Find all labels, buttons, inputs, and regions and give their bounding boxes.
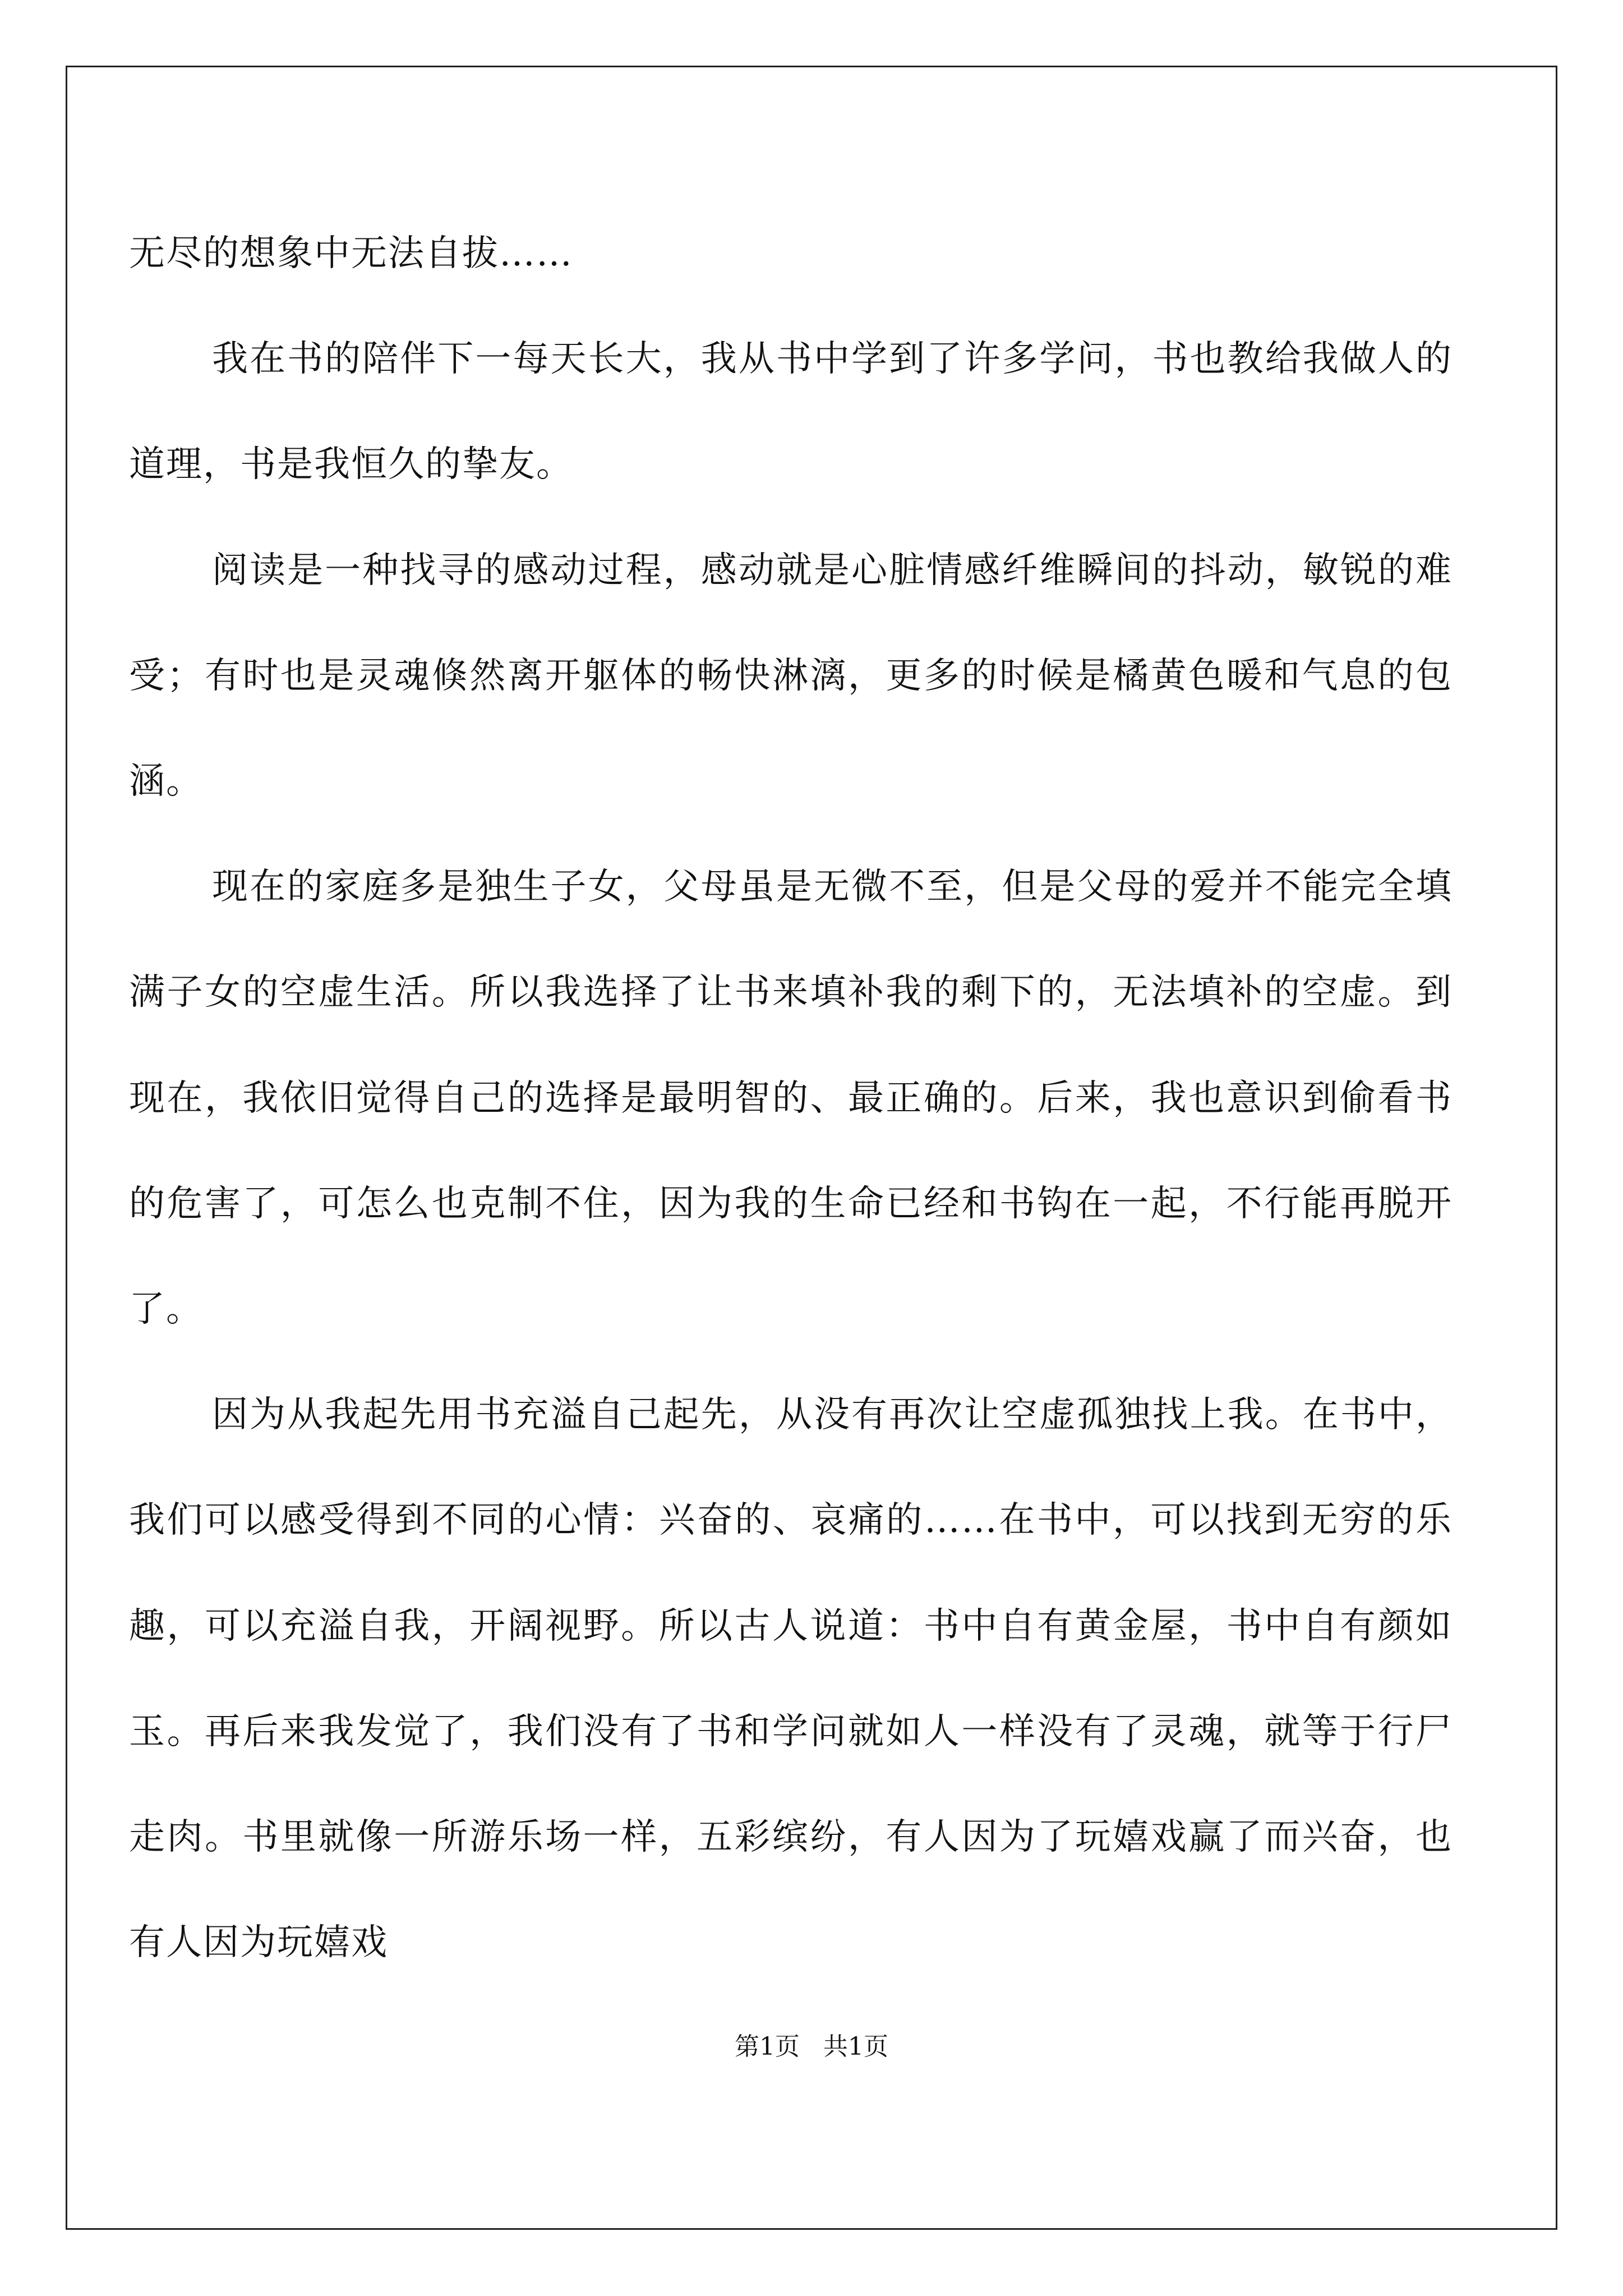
- paragraph-5: 因为从我起先用书充溢自己起先，从没有再次让空虚孤独找上我。在书中，我们可以感受得到不同的心情：兴奋的、哀痛的……在书中，可以找到无穷的乐趣，可以充溢自我，开阔视野。所以古人说道：书中自有黄金屋，书中自有颜如玉。再后来我发觉了，我们没有了书和学问就如人一样没有了灵魂，就等于行尸走肉。书里就像一所游乐场一样，五彩缤纷，有人因为了玩嬉戏赢了而兴奋，也有人因为玩嬉戏: [129, 1394, 1453, 1964]
- paragraph-3: 阅读是一种找寻的感动过程，感动就是心脏情感纤维瞬间的抖动，敏锐的难受；有时也是灵魂倏然离开躯体的畅快淋漓，更多的时候是橘黄色暖和气息的包涵。: [129, 549, 1453, 803]
- paragraph-4: 现在的家庭多是独生子女，父母虽是无微不至，但是父母的爱并不能完全填满子女的空虚生活。所以我选择了让书来填补我的剩下的，无法填补的空虚。到现在，我依旧觉得自己的选择是最明智的、最正确的。后来，我也意识到偷看书的危害了，可怎么也克制不住，因为我的生命已经和书钩在一起，不行能再脱开了。: [129, 866, 1453, 1331]
- document-body: [129, 201, 1453, 1995]
- paragraph-1: 无尽的想象中无法自拔……: [129, 233, 573, 274]
- paragraph-2: 我在书的陪伴下一每天长大，我从书中学到了许多学问，书也教给我做人的道理，书是我恒久的挚友。: [129, 338, 1453, 486]
- page-number-footer: 第1页 共1页: [735, 2032, 888, 2061]
